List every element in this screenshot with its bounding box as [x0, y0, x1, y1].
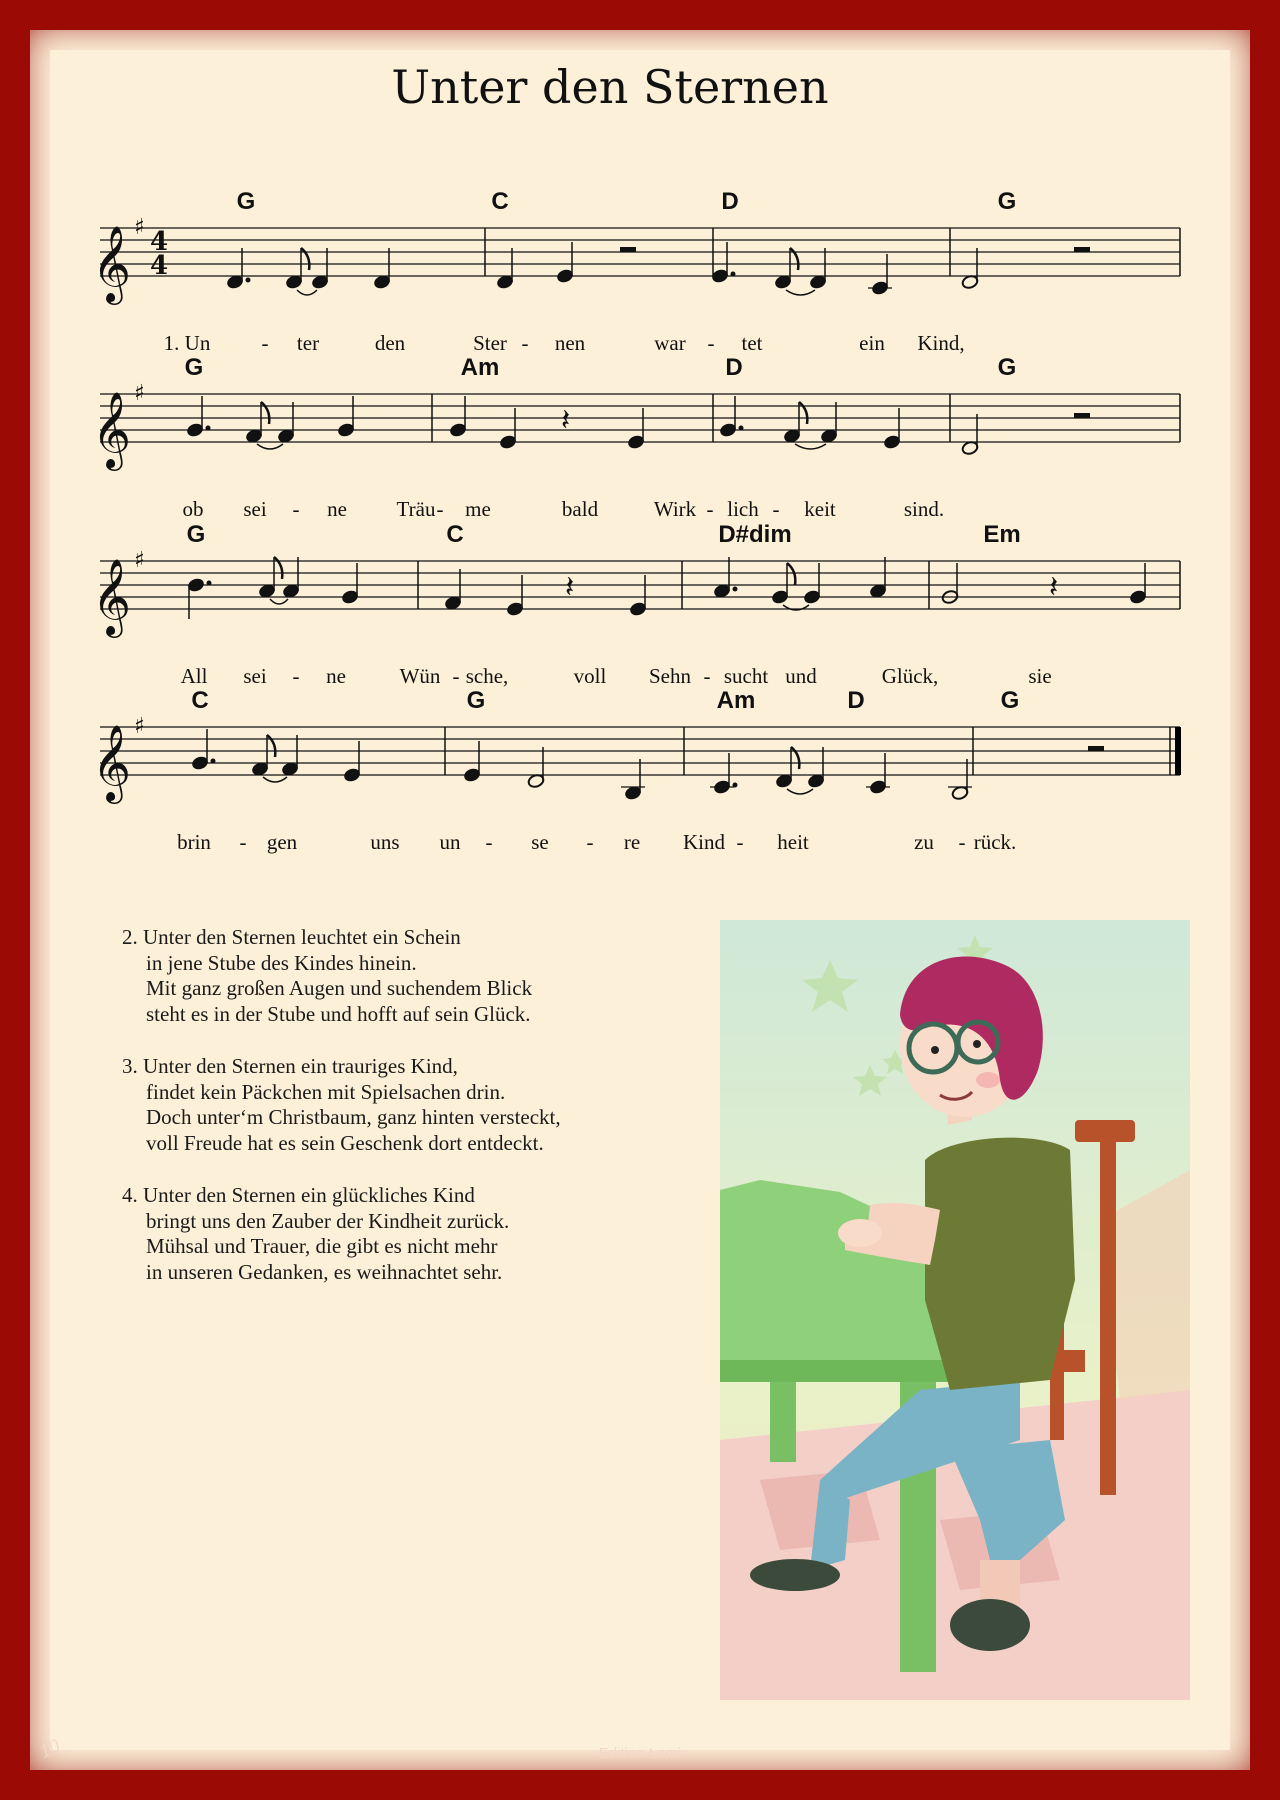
- quarter-rest: 𝄽: [1049, 570, 1059, 605]
- lyric-syllable: un: [439, 830, 461, 854]
- lyric-syllable: re: [623, 830, 641, 854]
- verse-line: Mit ganz großen Augen und suchendem Blick: [146, 976, 533, 1000]
- verse-line: Mühsal und Trauer, die gibt es nicht mehr: [146, 1234, 498, 1258]
- half-rest: [1088, 746, 1104, 751]
- chord-symbol: D: [725, 354, 743, 381]
- lyric-syllable: rück.: [973, 830, 1017, 854]
- lyric-syllable: -: [292, 497, 300, 521]
- tie: [297, 290, 317, 295]
- lyric-syllable: ter: [296, 331, 320, 355]
- lyric-syllable: -: [958, 830, 966, 854]
- lyric-syllable: ne: [326, 664, 346, 688]
- treble-clef: 𝄞: [92, 558, 132, 635]
- verse-3: [122, 1054, 561, 1156]
- half-rest: [1074, 413, 1090, 418]
- lyric-syllable: -: [452, 664, 460, 688]
- lyric-syllable: Träu: [396, 497, 436, 521]
- note-dot: [211, 759, 216, 764]
- lyric-syllable: ein: [859, 331, 885, 355]
- staff-svg: [92, 374, 1190, 504]
- note-dot: [246, 278, 251, 283]
- staff-svg: [92, 208, 1190, 338]
- lyric-syllable: nen: [554, 331, 586, 355]
- lyric-syllable: me: [465, 497, 491, 521]
- lyric-syllable: sie: [1028, 664, 1052, 688]
- lyric-syllable: ne: [327, 497, 347, 521]
- quarter-rest: 𝄽: [561, 403, 571, 438]
- half-rest: [620, 247, 636, 252]
- lyric-syllable: sucht: [723, 664, 769, 688]
- chord-symbol: G: [236, 188, 256, 215]
- chord-symbol: D: [847, 687, 865, 714]
- lyric-syllable: uns: [370, 830, 400, 854]
- note-flag: [791, 747, 799, 769]
- page-number: 10: [36, 1734, 64, 1764]
- lyric-syllable: -: [706, 497, 714, 521]
- key-signature-sharp: ♯: [134, 381, 145, 406]
- publisher-footer: Edition Lemi: [598, 1745, 682, 1762]
- lyric-syllable: sei: [243, 497, 267, 521]
- chord-symbol: G: [184, 354, 204, 381]
- staff-svg: [92, 707, 1190, 837]
- music-system-2: [92, 354, 1190, 521]
- verse-line: 2. Unter den Sternen leuchtet ein Schein: [122, 925, 461, 949]
- lyric-syllable: -: [239, 830, 247, 854]
- treble-clef: 𝄞: [92, 391, 132, 468]
- note-dot: [207, 581, 212, 586]
- verse-line: steht es in der Stube und hofft auf sein Glück.: [146, 1001, 531, 1026]
- treble-clef: 𝄞: [92, 724, 132, 801]
- lyric-syllable: -: [521, 331, 529, 355]
- chord-symbol: G: [186, 521, 206, 548]
- treble-clef: 𝄞: [92, 225, 132, 302]
- lyric-syllable: -: [707, 331, 715, 355]
- lyric-syllable: sche,: [465, 664, 509, 688]
- note-flag: [267, 735, 275, 757]
- time-signature-bottom: 4: [150, 251, 169, 281]
- verse-4: [122, 1183, 509, 1285]
- chord-symbol: D: [721, 188, 739, 215]
- note-flag: [799, 402, 807, 424]
- chord-symbol: G: [997, 354, 1017, 381]
- chord-symbol: Em: [983, 521, 1021, 548]
- lyric-syllable: bald: [561, 497, 599, 521]
- lyric-syllable: und: [785, 664, 817, 688]
- lyric-syllable: sei: [243, 664, 267, 688]
- lyric-syllable: -: [586, 830, 594, 854]
- verse-line: bringt uns den Zauber der Kindheit zurück.: [146, 1208, 510, 1233]
- lyric-syllable: Kind,: [917, 331, 965, 355]
- lyric-syllable: sind.: [903, 497, 945, 521]
- music-system-3: [92, 521, 1190, 688]
- lyric-syllable: war: [654, 331, 686, 355]
- verse-line: findet kein Päckchen mit Spielsachen drin.: [146, 1079, 506, 1104]
- chord-symbol: G: [466, 687, 486, 714]
- note-dot: [733, 587, 738, 592]
- verse-line: 4. Unter den Sternen ein glückliches Kind: [122, 1183, 475, 1207]
- note-dot: [739, 426, 744, 431]
- chord-symbol: D#dim: [718, 521, 792, 548]
- key-signature-sharp: ♯: [134, 548, 145, 573]
- half-rest: [1074, 247, 1090, 252]
- note-flag: [261, 402, 269, 424]
- chord-symbol: Am: [460, 354, 500, 381]
- note-dot: [206, 426, 211, 431]
- verse-line: in jene Stube des Kindes hinein.: [146, 950, 417, 975]
- note-flag: [787, 563, 795, 585]
- verse-line: 3. Unter den Sternen ein trauriges Kind,: [122, 1054, 458, 1078]
- lyric-syllable: ob: [182, 497, 204, 521]
- chord-symbol: G: [1000, 687, 1020, 714]
- lyric-syllable: zu: [914, 830, 934, 854]
- verse-line: Doch unter‘m Christbaum, ganz hinten versteckt,: [146, 1105, 561, 1129]
- tie: [257, 444, 283, 449]
- lyric-syllable: All: [180, 664, 208, 688]
- lyric-syllable: -: [772, 497, 780, 521]
- lyric-syllable: -: [261, 331, 269, 355]
- lyric-syllable: tet: [741, 331, 763, 355]
- chord-symbol: G: [997, 188, 1017, 215]
- staff-svg: [92, 541, 1190, 671]
- verse-line: in unseren Gedanken, es weihnachtet sehr.: [146, 1259, 503, 1284]
- lyric-syllable: keit: [804, 497, 836, 521]
- lyric-syllable: Wün: [399, 664, 441, 688]
- lyric-syllable: heit: [777, 830, 809, 854]
- note-flag: [301, 248, 309, 270]
- song-title: Unter den Sternen: [391, 60, 829, 114]
- lyric-syllable: -: [292, 664, 300, 688]
- lyric-syllable: lich: [727, 497, 759, 521]
- lyric-syllable: -: [436, 497, 444, 521]
- tie: [795, 444, 826, 449]
- chord-symbol: Am: [716, 687, 756, 714]
- verse-line: voll Freude hat es sein Geschenk dort entdeckt.: [146, 1130, 544, 1155]
- lyric-syllable: se: [531, 830, 549, 854]
- key-signature-sharp: ♯: [134, 714, 145, 739]
- lyric-syllable: voll: [573, 664, 607, 688]
- note-dot: [731, 272, 736, 277]
- chord-symbol: C: [446, 521, 464, 548]
- lyric-syllable: gen: [266, 830, 298, 854]
- chord-symbol: C: [491, 188, 509, 215]
- music-system-1: [92, 188, 1190, 355]
- lyric-syllable: Wirk: [653, 497, 697, 521]
- lyric-syllable: Ster: [473, 331, 507, 355]
- tie: [270, 599, 288, 604]
- quarter-rest: 𝄽: [565, 570, 575, 605]
- time-signature-top: 4: [150, 227, 169, 257]
- child-at-table-illustration: [720, 920, 1190, 1700]
- chord-symbol: C: [191, 687, 209, 714]
- note-flag: [274, 557, 282, 579]
- note-flag: [790, 248, 798, 270]
- lyric-syllable: Kind: [683, 830, 725, 854]
- music-system-4: [92, 687, 1190, 854]
- tie: [787, 789, 813, 794]
- tie: [263, 777, 287, 782]
- lyric-syllable: -: [736, 830, 744, 854]
- final-barline: [1175, 727, 1181, 775]
- verse-2: [122, 925, 532, 1027]
- lyric-syllable: -: [703, 664, 711, 688]
- lyric-syllable: Sehn: [649, 664, 691, 688]
- lyric-syllable: brin: [177, 830, 211, 854]
- key-signature-sharp: ♯: [134, 215, 145, 240]
- lyric-syllable: den: [374, 331, 406, 355]
- lyric-syllable: -: [485, 830, 493, 854]
- lyric-syllable: Glück,: [881, 664, 939, 688]
- lyric-syllable: 1. Un: [163, 331, 211, 355]
- tie: [786, 290, 815, 295]
